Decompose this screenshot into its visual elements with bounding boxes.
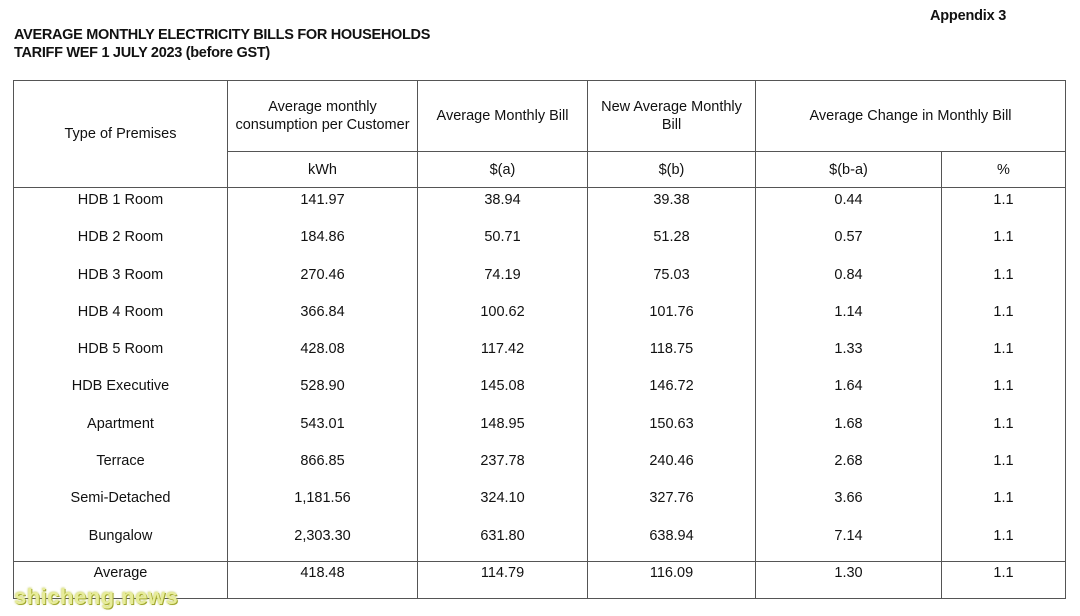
table-cell: 0.57 [756, 225, 942, 262]
table-cell: 145.08 [418, 374, 588, 411]
table-row [14, 486, 1066, 523]
table-cell: HDB Executive [14, 374, 228, 411]
table-row [14, 374, 1066, 411]
table-cell: 631.80 [418, 524, 588, 562]
table-cell: 0.44 [756, 188, 942, 226]
table-cell: 118.75 [588, 337, 756, 374]
table-cell: 866.85 [228, 449, 418, 486]
unit-b-minus-a: $(b-a) [756, 152, 942, 188]
header-average-monthly-bill: Average Monthly Bill [418, 81, 588, 152]
table-cell: 1.68 [756, 412, 942, 449]
table-row [14, 449, 1066, 486]
table-cell: 1.1 [942, 486, 1066, 523]
table-cell: HDB 5 Room [14, 337, 228, 374]
table-cell: 366.84 [228, 300, 418, 337]
table-cell: 101.76 [588, 300, 756, 337]
table-cell: 7.14 [756, 524, 942, 562]
unit-percent: % [942, 152, 1066, 188]
unit-kwh: kWh [228, 152, 418, 188]
table-cell: 1.1 [942, 412, 1066, 449]
table-cell: 1.1 [942, 263, 1066, 300]
table-cell: 184.86 [228, 225, 418, 262]
table-cell: 1.14 [756, 300, 942, 337]
table-cell: HDB 3 Room [14, 263, 228, 300]
table-row [14, 300, 1066, 337]
table-cell: 75.03 [588, 263, 756, 300]
table-body [14, 188, 1066, 562]
table-cell: 150.63 [588, 412, 756, 449]
table-cell: 146.72 [588, 374, 756, 411]
table-row [14, 263, 1066, 300]
header-type-of-premises: Type of Premises [14, 81, 228, 188]
table-cell: 1.64 [756, 374, 942, 411]
unit-a: $(a) [418, 152, 588, 188]
table-cell: Terrace [14, 449, 228, 486]
electricity-bills-table [13, 80, 1066, 599]
title-line-1: AVERAGE MONTHLY ELECTRICITY BILLS FOR HOUSEHOLDS [14, 27, 431, 43]
table-cell: Apartment [14, 412, 228, 449]
table-row [14, 188, 1066, 226]
table-cell: 324.10 [418, 486, 588, 523]
header-new-average-monthly-bill: New Average Monthly Bill [588, 81, 756, 152]
table-cell: 1.1 [942, 300, 1066, 337]
table-cell: 50.71 [418, 225, 588, 262]
watermark: shicheng.news [14, 584, 179, 609]
table-cell: 3.66 [756, 486, 942, 523]
table-cell: 543.01 [228, 412, 418, 449]
table-cell: 1.1 [942, 561, 1066, 598]
table-cell: 327.76 [588, 486, 756, 523]
table-cell: 141.97 [228, 188, 418, 226]
table-cell: 1.1 [942, 225, 1066, 262]
table-cell: 418.48 [228, 561, 418, 598]
document-title [14, 26, 430, 62]
table-cell: HDB 1 Room [14, 188, 228, 226]
table-cell: 240.46 [588, 449, 756, 486]
table-cell: Average [14, 561, 228, 598]
table-cell: Bungalow [14, 524, 228, 562]
table-cell: 1.1 [942, 449, 1066, 486]
table-cell: 1.30 [756, 561, 942, 598]
table-cell: 0.84 [756, 263, 942, 300]
table-cell: 1.1 [942, 188, 1066, 226]
table-cell: 114.79 [418, 561, 588, 598]
table-cell: 1.33 [756, 337, 942, 374]
table-cell: 2.68 [756, 449, 942, 486]
table-cell: 148.95 [418, 412, 588, 449]
title-line-2: TARIFF WEF 1 JULY 2023 (before GST) [14, 45, 270, 61]
table-cell: HDB 2 Room [14, 225, 228, 262]
table-cell: 1.1 [942, 337, 1066, 374]
table-cell: 117.42 [418, 337, 588, 374]
table-cell: 116.09 [588, 561, 756, 598]
table-row [14, 337, 1066, 374]
table-cell: 51.28 [588, 225, 756, 262]
table-row [14, 524, 1066, 562]
table-cell: 38.94 [418, 188, 588, 226]
unit-b: $(b) [588, 152, 756, 188]
table-cell: 1.1 [942, 374, 1066, 411]
table-cell: 237.78 [418, 449, 588, 486]
table-cell: 528.90 [228, 374, 418, 411]
table-cell: 74.19 [418, 263, 588, 300]
table-cell: 1.1 [942, 524, 1066, 562]
table-cell: 638.94 [588, 524, 756, 562]
table-cell: HDB 4 Room [14, 300, 228, 337]
table-cell: 1,181.56 [228, 486, 418, 523]
appendix-label: Appendix 3 [930, 8, 1007, 24]
header-consumption: Average monthly consumption per Customer [228, 81, 418, 152]
header-average-change: Average Change in Monthly Bill [756, 81, 1066, 152]
table-cell: 270.46 [228, 263, 418, 300]
table-cell: Semi-Detached [14, 486, 228, 523]
table-cell: 39.38 [588, 188, 756, 226]
header-row [14, 81, 1066, 152]
table-row [14, 225, 1066, 262]
table-row [14, 412, 1066, 449]
table-cell: 100.62 [418, 300, 588, 337]
table-cell: 428.08 [228, 337, 418, 374]
table-cell: 2,303.30 [228, 524, 418, 562]
